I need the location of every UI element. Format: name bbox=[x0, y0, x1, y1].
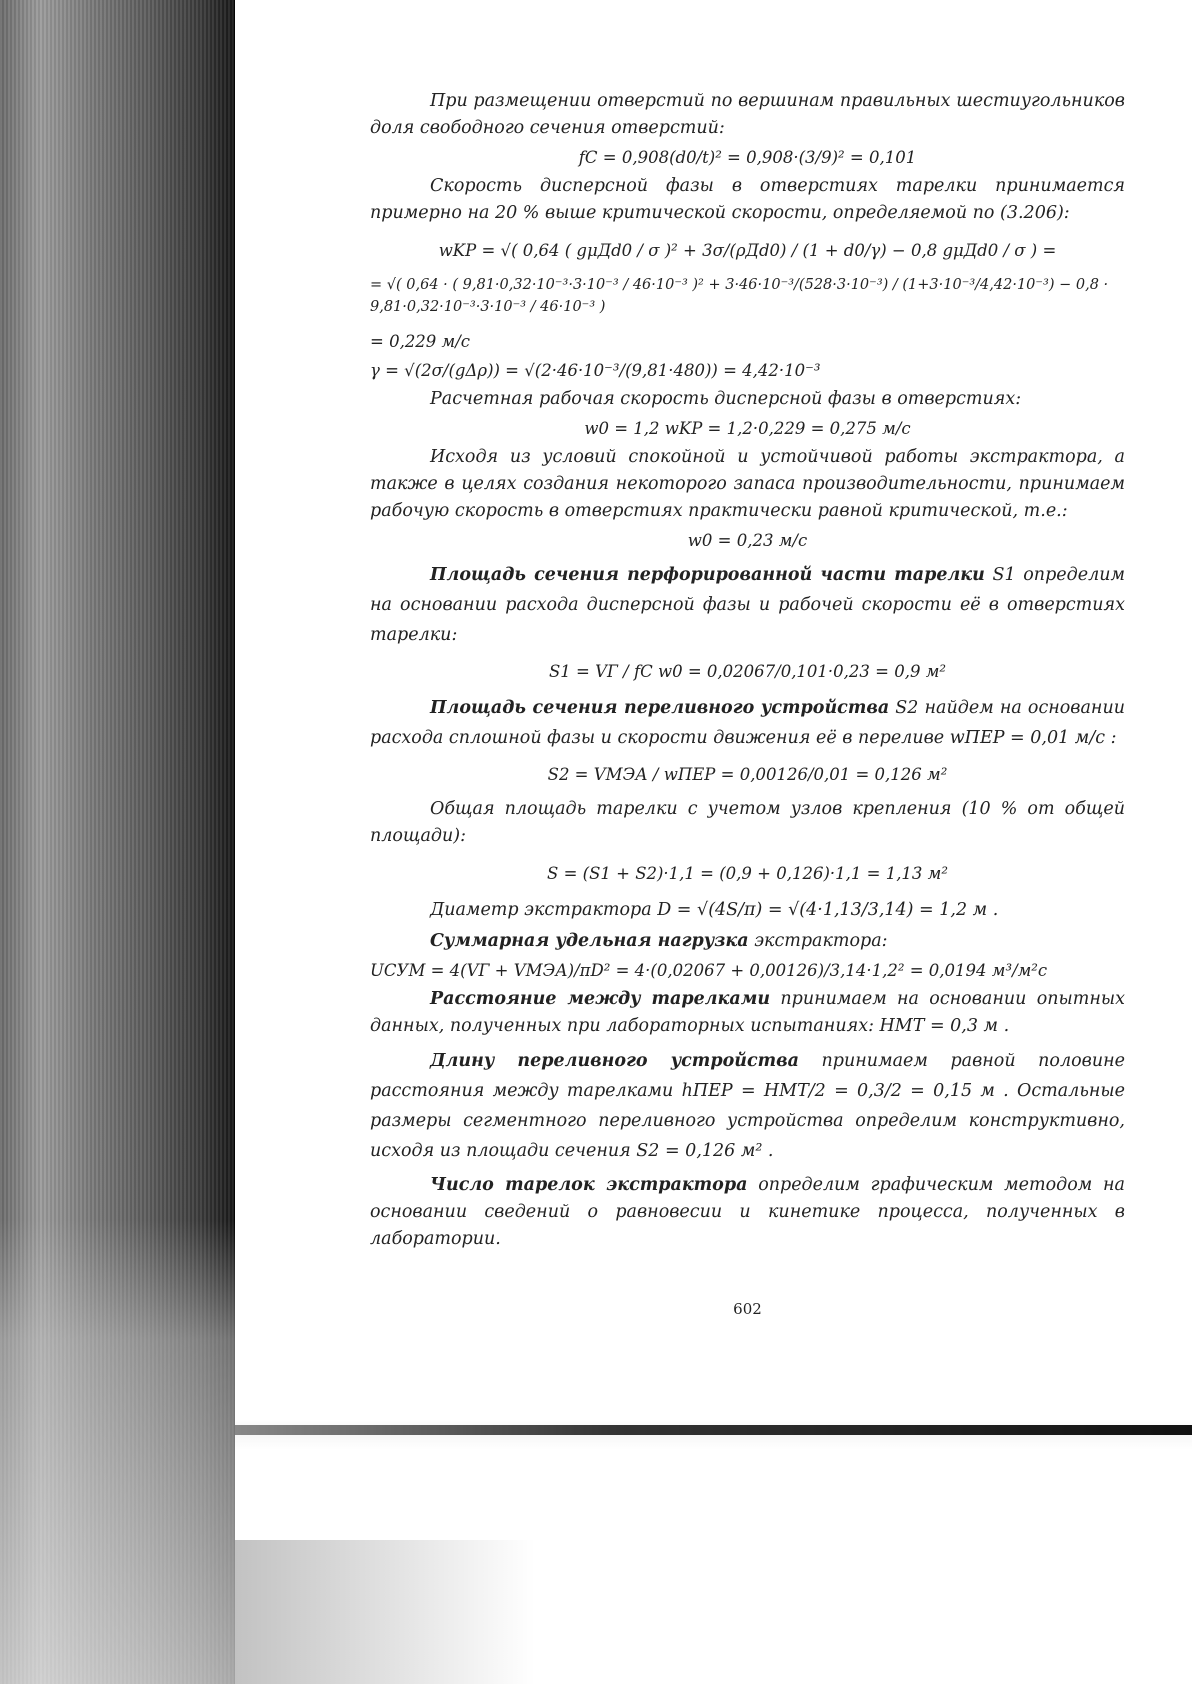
heading-tray-spacing: Расстояние между тарелками bbox=[430, 989, 771, 1009]
paragraph-overflow-length bbox=[370, 1046, 1125, 1166]
formula-free-section: fC = 0,908(d0/t)² = 0,908·(3/9)² = 0,101 bbox=[578, 148, 917, 167]
heading-overflow-area: Площадь сечения переливного устройства bbox=[430, 698, 890, 718]
formula-critical-speed-substitution: = √( 0,64 · ( 9,81·0,32·10⁻³·3·10⁻³ / 46·10⁻³ )² + 3·46·10⁻³/(528·3·10⁻³) / (1+3·10⁻³/4,42·10⁻³) − 0,8 · 9,81·0,32·10⁻³·3·10⁻³ / 46·10⁻³ ) bbox=[370, 277, 1109, 315]
heading-specific-load: Суммарная удельная нагрузка bbox=[430, 931, 749, 951]
paragraph-stable-operation: Исходя из условий спокойной и устойчивой работы экстрактора, а также в целях создания некоторого запаса производительности, принимаем рабочую скорость в отверстиях практически равной критической, т.е.: bbox=[370, 447, 1125, 521]
formula-critical-speed-result: = 0,229 м/с bbox=[370, 332, 471, 351]
paragraph-specific-load bbox=[370, 928, 1125, 955]
paragraph-tray-spacing bbox=[370, 986, 1125, 1040]
text-tray-spacing: принимаем на основании опытных данных, полученных при лабораторных испытаниях: HМТ = 0,3 м . bbox=[370, 989, 1125, 1036]
text-specific-load: экстрактора: bbox=[754, 931, 888, 951]
text-tray-count: определим графическим методом на основании сведений о равновесии и кинетике процесса, полученных в лаборатории. bbox=[370, 1175, 1125, 1249]
text-overflow-length: принимаем равной половине расстояния между тарелками hПЕР = HМТ/2 = 0,3/2 = 0,15 м . Остальные размеры сегментного переливного устройства определим конструктивно, исходя из площади сечения S2 = 0,126 м² . bbox=[370, 1051, 1125, 1161]
formula-total-area: S = (S1 + S2)·1,1 = (0,9 + 0,126)·1,1 = 1,13 м² bbox=[547, 864, 948, 883]
formula-s1: S1 = VГ / fC w0 = 0,02067/0,101·0,23 = 0,9 м² bbox=[548, 662, 947, 681]
paragraph-perforated-area bbox=[370, 560, 1125, 650]
formula-working-speed: w0 = 1,2 wKP = 1,2·0,229 = 0,275 м/с bbox=[584, 419, 911, 438]
scan-edge-band bbox=[235, 1425, 1192, 1435]
heading-overflow-length: Длину переливного устройства bbox=[430, 1051, 799, 1071]
text-overflow-area: S2 найдем на основании расхода сплошной фазы и скорости движения её в переливе wПЕР = 0,01 м/с : bbox=[370, 698, 1125, 748]
formula-gamma: γ = √(2σ/(gΔρ)) = √(2·46·10⁻³/(9,81·480)) = 4,42·10⁻³ bbox=[370, 361, 821, 380]
paragraph-total-area: Общая площадь тарелки с учетом узлов крепления (10 % от общей площади): bbox=[370, 799, 1125, 846]
paragraph-working-speed: Расчетная рабочая скорость дисперсной фазы в отверстиях: bbox=[430, 389, 1022, 409]
paragraph-hex-holes: При размещении отверстий по вершинам правильных шестиугольников доля свободного сечения отверстий: bbox=[370, 91, 1125, 138]
paragraph-tray-count bbox=[370, 1172, 1125, 1253]
heading-tray-count: Число тарелок экстрактора bbox=[430, 1175, 748, 1195]
document-page bbox=[370, 88, 1125, 1318]
paragraph-dispersed-phase-speed: Скорость дисперсной фазы в отверстиях тарелки принимается примерно на 20 % выше критической скорости, определяемой по (3.206): bbox=[370, 176, 1125, 223]
paragraph-diameter: Диаметр экстрактора D = √(4S/π) = √(4·1,13/3,14) = 1,2 м . bbox=[430, 900, 999, 920]
paragraph-overflow-area bbox=[370, 693, 1125, 753]
scan-shadow-left bbox=[0, 0, 235, 1684]
formula-specific-load: UСУМ = 4(VГ + VМЭА)/πD² = 4·(0,02067 + 0,00126)/3,14·1,2² = 0,0194 м³/м²с bbox=[370, 961, 1048, 980]
text-perforated-area: S1 определим на основании расхода дисперсной фазы и рабочей скорости её в отверстиях тарелки: bbox=[370, 565, 1125, 645]
heading-perforated-area: Площадь сечения перфорированной части тарелки bbox=[430, 565, 985, 585]
formula-s2: S2 = VМЭА / wПЕР = 0,00126/0,01 = 0,126 м² bbox=[547, 765, 948, 784]
scan-bottom-shade bbox=[235, 1540, 535, 1684]
formula-w0: w0 = 0,23 м/с bbox=[687, 531, 808, 550]
page-number: 602 bbox=[733, 1300, 762, 1318]
formula-critical-speed: wKP = √( 0,64 ( gμДd0 / σ )² + 3σ/(ρДd0) / (1 + d0/γ) − 0,8 gμДd0 / σ ) = bbox=[438, 241, 1057, 260]
